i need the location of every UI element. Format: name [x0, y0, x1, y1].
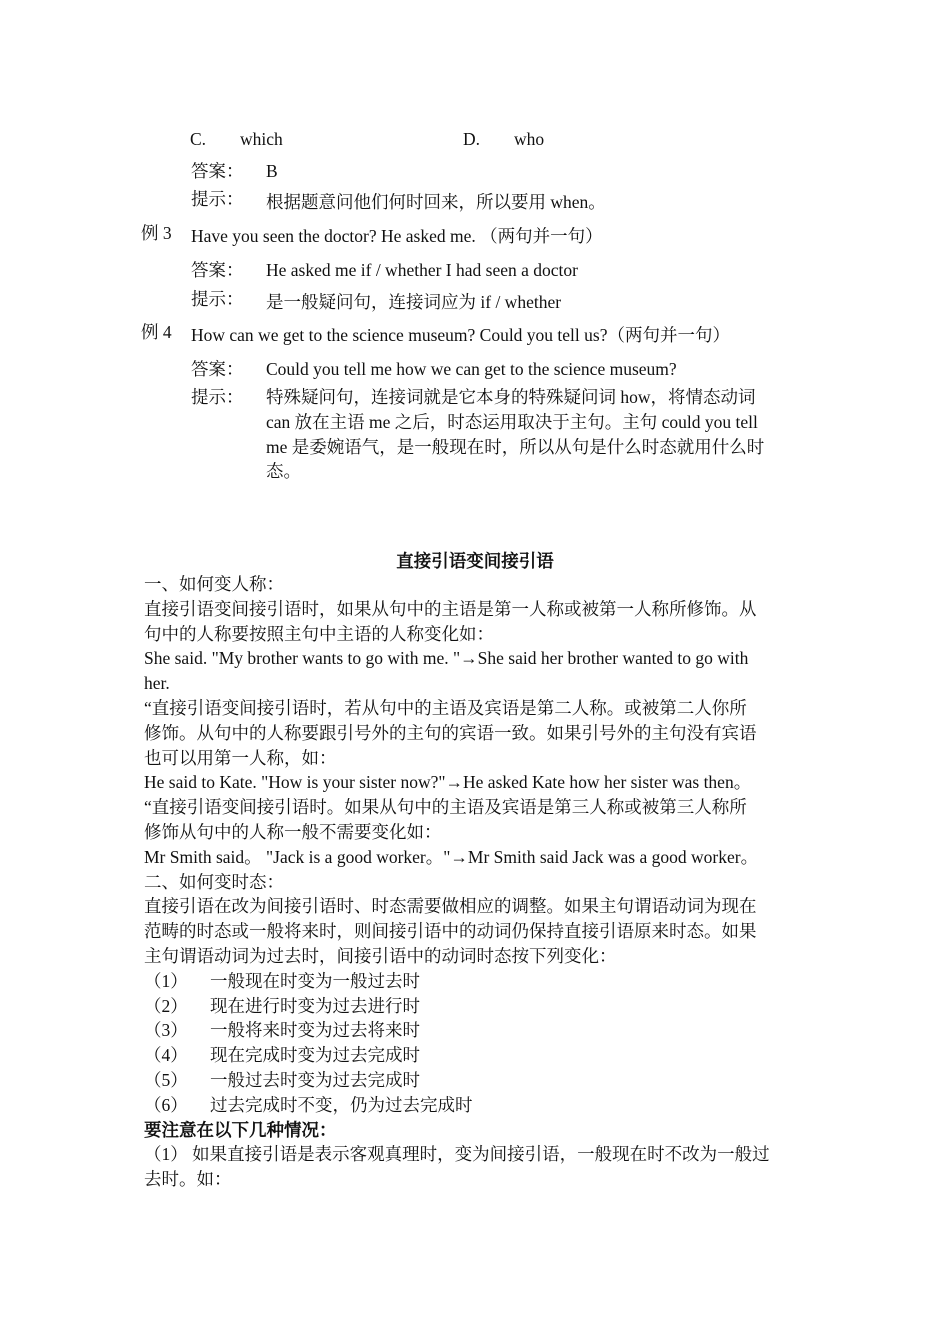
body-line: 二、如何变时态： [144, 871, 284, 892]
section-title: 直接引语变间接引语 [396, 551, 554, 571]
tense-list-item [144, 994, 770, 1019]
list-text: 现在进行时变为过去进行时 [210, 995, 420, 1016]
body-line: “直接引语变间接引语时。如果从句中的主语及宾语是第三人称或被第三人称所 [144, 797, 747, 818]
tense-list-item [144, 969, 770, 994]
body-line: He said to Kate. "How is your sister now?"→He asked Kate how her sister was then。 [144, 772, 752, 793]
hint-line: 态。 [266, 461, 301, 482]
hint-text: 根据题意问他们何时回来，所以要用 when。 [266, 192, 606, 212]
list-text: 一般将来时变为过去将来时 [210, 1020, 420, 1041]
list-number: （5） [144, 1069, 188, 1090]
body-line: She said. "My brother wants to go with me. "→She said her brother wanted to go with [144, 648, 749, 669]
tense-list-item [144, 1018, 770, 1043]
option-d-text: who [514, 129, 545, 149]
body-line: 主句谓语动词为过去时，间接引语中的动词时态按下列变化： [144, 945, 617, 966]
example-4-answer: Could you tell me how we can get to the science museum? [266, 359, 677, 379]
example-4-hint [266, 385, 764, 484]
body-line: 一、如何变人称： [144, 574, 284, 594]
tense-list-item [144, 1093, 770, 1118]
body-line: 修饰。从句中的人称要跟引号外的主句的宾语一致。如果引号外的主句没有宾语 [144, 722, 757, 743]
example-3-hint-label: 提示： [191, 289, 244, 309]
option-c-text: which [240, 129, 283, 149]
body-line: her. [144, 673, 170, 694]
answer-text: B [266, 161, 278, 181]
option-c-letter: C. [190, 129, 207, 149]
list-text: 一般现在时变为一般过去时 [210, 970, 420, 991]
tense-list-item [144, 1068, 770, 1093]
hint-line: can 放在主语 me 之后，时态运用取决于主句。主句 could you tell [266, 411, 758, 432]
list-number: （6） [144, 1094, 188, 1115]
body-line: “直接引语变间接引语时，若从句中的主语及宾语是第二人称。或被第二人你所 [144, 697, 747, 718]
example-3-question: Have you seen the doctor? He asked me. （两句并一句） [191, 226, 603, 246]
notice-line: 去时。如： [144, 1169, 232, 1190]
notice-line: （1） 如果直接引语是表示客观真理时，变为间接引语，一般现在时不改为一般过 [144, 1144, 770, 1165]
list-number: （4） [144, 1045, 188, 1066]
option-d-letter: D. [463, 129, 481, 149]
list-text: 过去完成时不变，仍为过去完成时 [210, 1094, 473, 1115]
answer-label: 答案： [191, 161, 244, 181]
body-line: Mr Smith said。 "Jack is a good worker。"→Mr Smith said Jack was a good worker。 [144, 846, 759, 867]
list-number: （2） [144, 995, 188, 1016]
notice-heading: 要注意在以下几种情况： [144, 1119, 337, 1140]
section-body [144, 572, 770, 1192]
example-3-answer: He asked me if / whether I had seen a doctor [266, 260, 578, 280]
list-text: 一般过去时变为过去完成时 [210, 1069, 420, 1090]
example-3-label: 例 3 [141, 223, 172, 243]
tense-list-item [144, 1043, 770, 1068]
body-line: 直接引语在改为间接引语时、时态需要做相应的调整。如果主句谓语动词为现在 [144, 896, 757, 917]
body-line: 范畴的时态或一般将来时，则间接引语中的动词仍保持直接引语原来时态。如果 [144, 921, 757, 942]
hint-line: 特殊疑问句，连接词就是它本身的特殊疑问词 how，将情态动词 [266, 387, 756, 407]
hint-line: me 是委婉语气，是一般现在时，所以从句是什么时态就用什么时 [266, 436, 765, 457]
list-number: （1） [144, 970, 188, 991]
list-text: 现在完成时变为过去完成时 [210, 1045, 420, 1066]
body-line: 直接引语变间接引语时，如果从句中的主语是第一人称或被第一人称所修饰。从 [144, 598, 757, 619]
example-3-answer-label: 答案： [191, 260, 244, 280]
body-line: 句中的人称要按照主句中主语的人称变化如： [144, 623, 494, 644]
list-number: （3） [144, 1020, 188, 1041]
example-3-hint: 是一般疑问句，连接词应为 if / whether [266, 292, 562, 312]
example-4-answer-label: 答案： [191, 359, 244, 379]
body-line: 修饰从句中的人称一般不需要变化如： [144, 821, 442, 842]
example-4-question: How can we get to the science museum? Could you tell us?（两句并一句） [191, 325, 730, 345]
body-line: 也可以用第一人称，如： [144, 747, 337, 768]
hint-label: 提示： [191, 189, 244, 209]
example-4-label: 例 4 [141, 322, 172, 342]
example-4-hint-label: 提示： [191, 387, 244, 407]
